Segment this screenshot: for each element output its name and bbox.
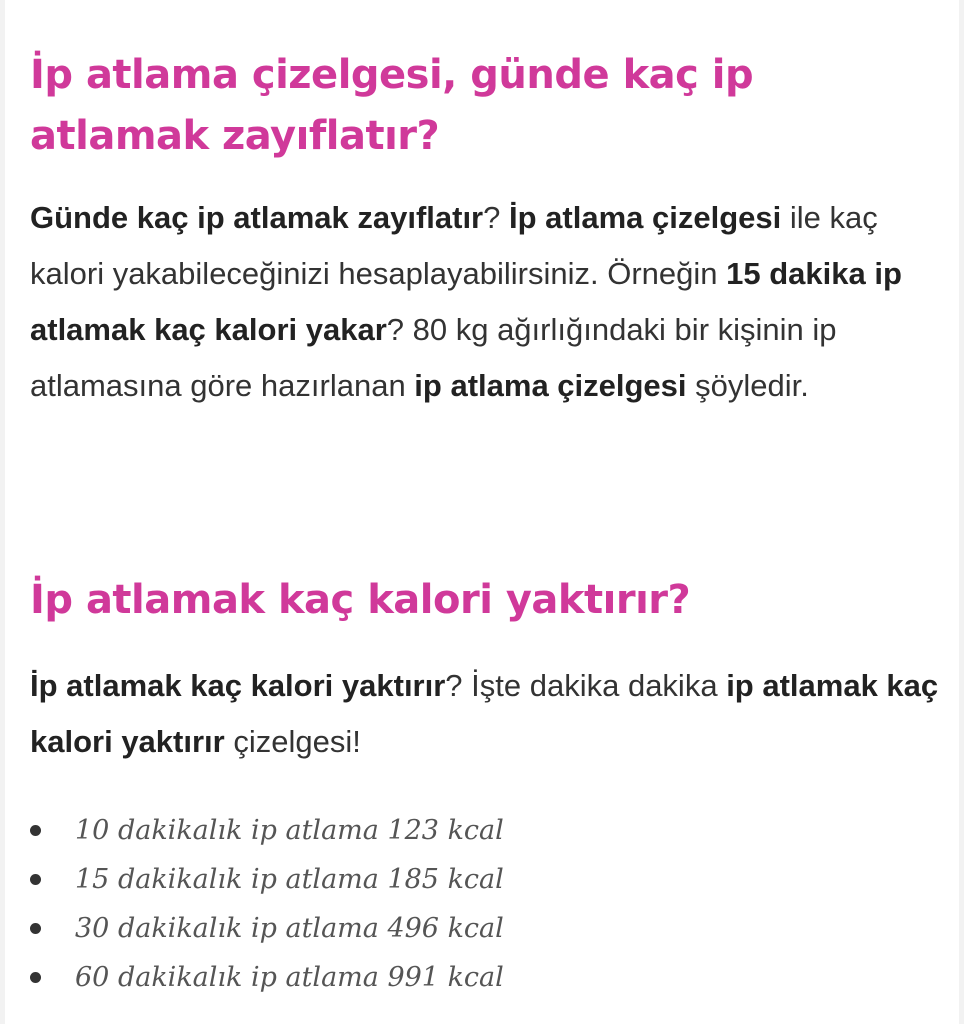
article-content xyxy=(5,0,959,1024)
list-item xyxy=(30,855,930,904)
list-item-text: 15 dakikalık ip atlama 185 kcal xyxy=(75,864,504,895)
section-heading-calories: İp atlamak kaç kalori yaktırır? xyxy=(30,577,691,623)
list-item xyxy=(30,904,930,953)
text: ile kaç kalori yakabileceğinizi hesaplayabilirsiniz. Örneğin xyxy=(30,200,878,291)
bold-text: Günde kaç ip atlamak zayıflatır xyxy=(30,200,484,235)
bullet-icon xyxy=(30,972,41,983)
list-item xyxy=(30,806,930,855)
bullet-icon xyxy=(30,825,41,836)
list-item xyxy=(30,953,930,1002)
intro-paragraph xyxy=(30,190,945,414)
bold-text: İp atlamak kaç kalori yaktırır xyxy=(30,668,446,703)
bullet-icon xyxy=(30,874,41,885)
text: çizelgesi! xyxy=(224,724,361,759)
section-heading-jump-rope-chart: İp atlama çizelgesi, günde kaç ip atlamak zayıflatır? xyxy=(30,52,754,159)
bold-text: ip atlama çizelgesi xyxy=(414,368,687,403)
list-item-text: 30 dakikalık ip atlama 496 kcal xyxy=(75,913,504,944)
text: ? xyxy=(483,200,509,235)
bold-text: ip atlamak kaç kalori yaktırır xyxy=(30,668,939,759)
bullet-icon xyxy=(30,923,41,934)
text: ? 80 kg ağırlığındaki bir kişinin ip atlamasına göre hazırlanan xyxy=(30,312,837,403)
list-item-text: 10 dakikalık ip atlama 123 kcal xyxy=(75,815,504,846)
bold-text: İp atlama çizelgesi xyxy=(508,200,782,235)
text: şöyledir. xyxy=(686,368,809,403)
bold-text: 15 dakika ip atlamak kaç kalori yakar xyxy=(30,256,902,347)
list-item-text: 60 dakikalık ip atlama 991 kcal xyxy=(75,962,504,993)
calorie-list xyxy=(30,806,930,1002)
calories-paragraph xyxy=(30,658,945,770)
text: ? İşte dakika dakika xyxy=(445,668,727,703)
